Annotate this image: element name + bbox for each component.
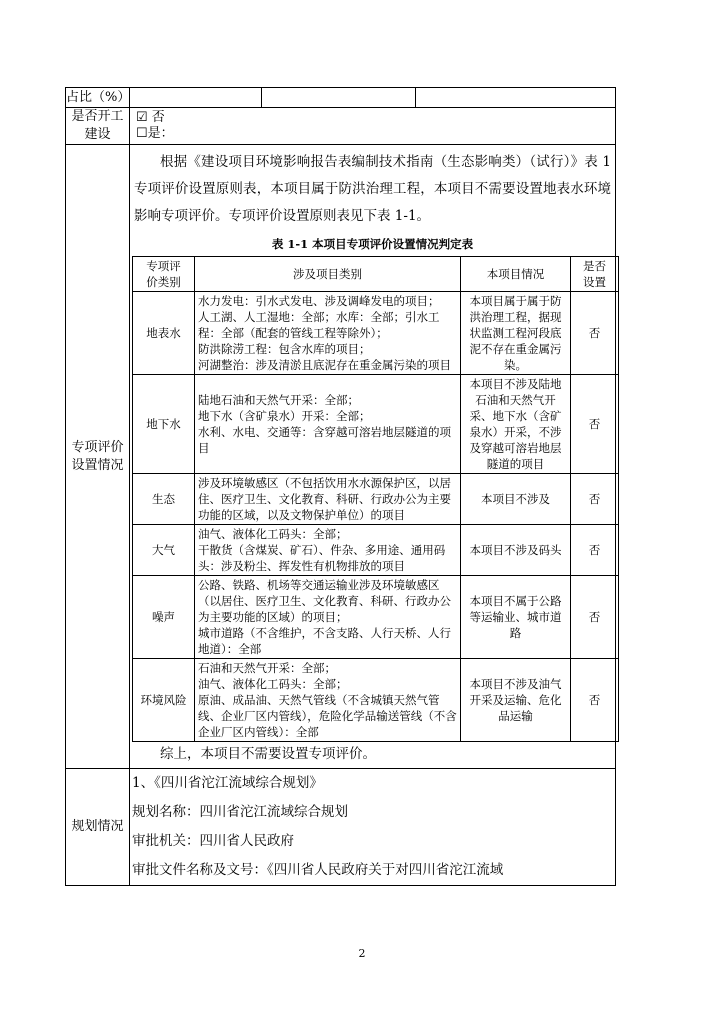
ratio-cell-2 — [262, 88, 416, 108]
table-row — [133, 525, 619, 576]
special-eval-label: 专项评价 设置情况 — [66, 145, 130, 769]
table-row — [133, 474, 619, 525]
ratio-cell-1 — [130, 88, 262, 108]
table-row — [133, 375, 619, 474]
row-types: 公路、铁路、机场等交通运输业涉及环境敏感区（以居住、医疗卫生、文化教育、科研、行政办公为主要功能的区域）的项目； 城市道路（不含维护，不含支路、人行天桥、人行地道）：全部 — [195, 576, 461, 659]
special-eval-table — [132, 256, 619, 742]
option-no[interactable]: ☑ 否 — [136, 110, 165, 125]
report-form-table — [65, 87, 616, 886]
row-category: 地下水 — [133, 375, 195, 474]
start-construction-options — [130, 108, 616, 145]
row-situation: 本项目不涉及油气开采及运输、危化品运输 — [461, 659, 571, 742]
row-category: 地表水 — [133, 292, 195, 375]
row-situation: 本项目不属于公路等运输业、城市道路 — [461, 576, 571, 659]
conclusion: 综上，本项目不需要设置专项评价。 — [160, 746, 376, 762]
ratio-cell-3 — [416, 88, 616, 108]
plan-content — [130, 769, 616, 886]
row-set: 否 — [571, 576, 619, 659]
inner-header-row — [133, 257, 619, 292]
row-category: 噪声 — [133, 576, 195, 659]
row-category: 大气 — [133, 525, 195, 576]
ratio-label: 占比（%） — [66, 88, 130, 108]
row-types: 水力发电：引水式发电、涉及调峰发电的项目； 人工湖、人工湿地：全部；水库：全部；引水工程：全部（配套的管线工程等除外）； 防洪除涝工程：包含水库的项目； 河湖整治：涉及清淤且底泥存在重金属污染的项目 — [195, 292, 461, 375]
row-category: 环境风险 — [133, 659, 195, 742]
header-project-type: 涉及项目类别 — [195, 257, 461, 292]
header-set: 是否 设置 — [571, 257, 619, 292]
page-number: 2 — [358, 947, 366, 960]
special-eval-row — [66, 145, 616, 769]
checked-box-icon: ☑ — [136, 110, 148, 125]
plan-line: 审批机关：四川省人民政府 — [132, 833, 294, 849]
table-caption: 表 1-1 本项目专项评价设置情况判定表 — [271, 237, 474, 251]
unchecked-box-icon: ☐ — [136, 126, 148, 141]
row-situation: 本项目不涉及陆地石油和天然气开采、地下水（含矿泉水）开采，不涉及穿越可溶岩地层隧道的项目 — [461, 375, 571, 474]
row-types: 涉及环境敏感区（不包括饮用水水源保护区，以居住、医疗卫生、文化教育、科研、行政办公为主要功能的区域，以及文物保护单位）的项目 — [195, 474, 461, 525]
table-row — [133, 659, 619, 742]
row-set: 否 — [571, 659, 619, 742]
plan-row — [66, 769, 616, 886]
plan-line: 1、《四川省沱江流域综合规划》 — [132, 775, 323, 791]
plan-line: 规划名称：四川省沱江流域综合规划 — [132, 804, 348, 820]
header-situation: 本项目情况 — [461, 257, 571, 292]
row-set: 否 — [571, 525, 619, 576]
plan-line: 审批文件名称及文号：《四川省人民政府关于对四川省沱江流域 — [132, 862, 504, 878]
row-types: 陆地石油和天然气开采：全部； 地下水（含矿泉水）开采：全部； 水利、水电、交通等：含穿越可溶岩地层隧道的项目 — [195, 375, 461, 474]
row-set: 否 — [571, 292, 619, 375]
intro-paragraph: 根据《建设项目环境影响报告表编制技术指南（生态影响类）（试行）》表 1 专项评价设置原则表，本项目属于防洪治理工程，本项目不需要设置地表水环境影响专项评价。专项评价设置原则表见下表 1-1。 — [134, 154, 611, 224]
start-construction-row — [66, 108, 616, 145]
ratio-row — [66, 88, 616, 108]
row-set: 否 — [571, 474, 619, 525]
row-situation: 本项目不涉及 — [461, 474, 571, 525]
start-construction-label: 是否开工 建设 — [66, 108, 130, 145]
table-row — [133, 576, 619, 659]
special-eval-content — [130, 145, 616, 769]
row-set: 否 — [571, 375, 619, 474]
row-types: 石油和天然气开采：全部； 油气、液体化工码头：全部； 原油、成品油、天然气管线（不含城镇天然气管线、企业厂区内管线），危险化学品输送管线（不含企业厂区内管线）：全部 — [195, 659, 461, 742]
row-situation: 本项目属于属于防洪治理工程，据现状监测工程河段底泥不存在重金属污染。 — [461, 292, 571, 375]
option-yes[interactable]: ☐是： — [136, 126, 174, 141]
row-situation: 本项目不涉及码头 — [461, 525, 571, 576]
table-row — [133, 292, 619, 375]
row-types: 油气、液体化工码头：全部； 干散货（含煤炭、矿石）、件杂、多用途、通用码头：涉及粉尘、挥发性有机物排放的项目 — [195, 525, 461, 576]
header-category: 专项评 价类别 — [133, 257, 195, 292]
plan-label: 规划情况 — [66, 769, 130, 886]
row-category: 生态 — [133, 474, 195, 525]
